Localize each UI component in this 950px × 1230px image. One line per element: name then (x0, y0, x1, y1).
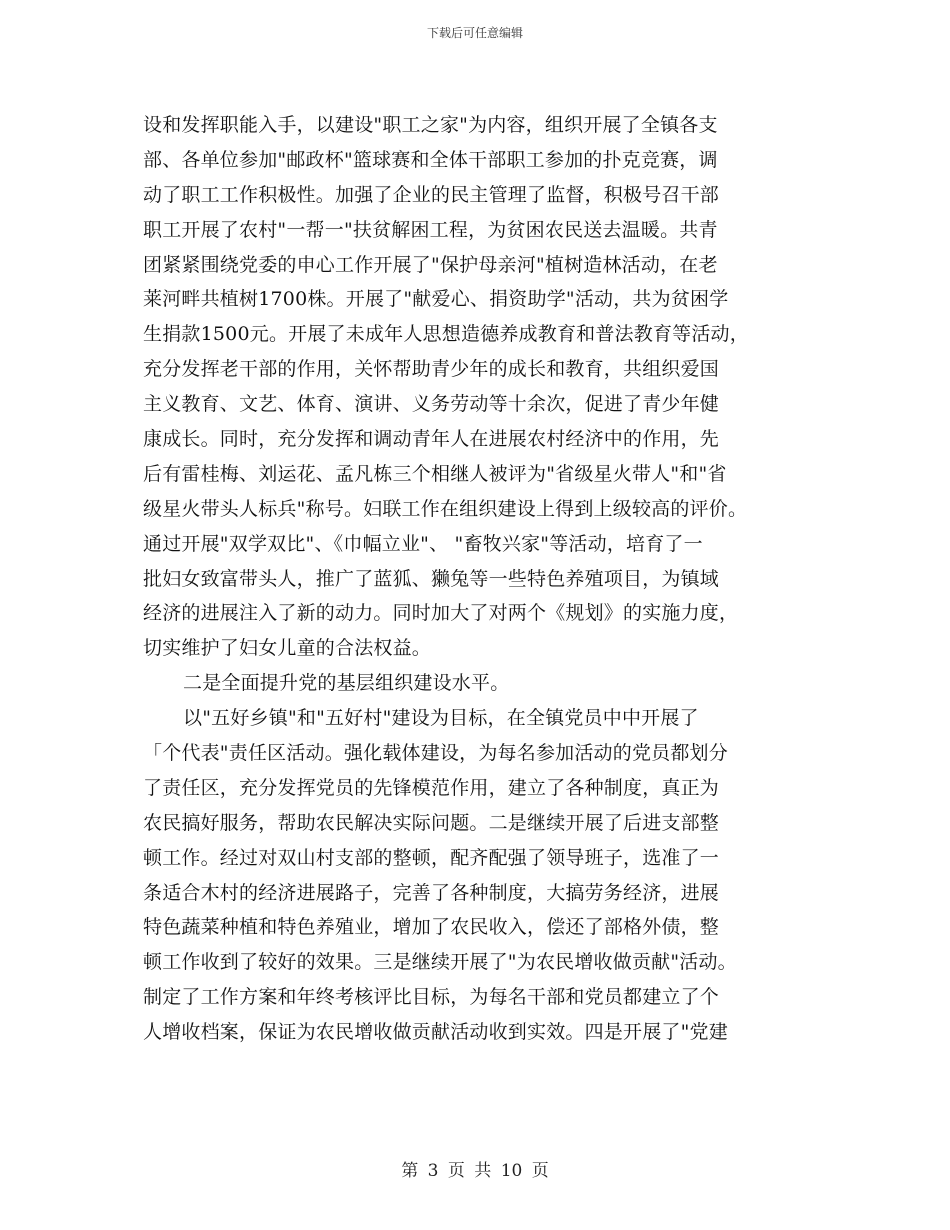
paragraph-first-line: 以"五好乡镇"和"五好村"建设为目标，在全镇党员中中开展了 (183, 707, 699, 730)
body-line: 康成长。同时，充分发挥和调动青年人在进展农村经济中的作用，先 (143, 428, 720, 451)
body-line: 主义教育、文艺、体育、演讲、义务劳动等十余次，促进了青少年健 (143, 393, 720, 416)
body-line: 后有雷桂梅、刘运花、孟凡栋三个相继人被评为"省级星火带人"和"省 (143, 462, 727, 485)
body-line: 充分发挥老干部的作用，关怀帮助青少年的成长和教育，共组织爱国 (143, 358, 720, 381)
body-line: 级星火带头人标兵"称号。妇联工作在组织建设上得到上级较高的评价。 (143, 497, 748, 520)
body-line: 「个代表"责任区活动。强化载体建设，为每名参加活动的党员都划分 (143, 742, 728, 765)
section-heading: 二是全面提升党的基层组织建设水平。 (183, 672, 510, 695)
body-line: 顿工作收到了较好的效果。三是继续开展了"为农民增收做贡献"活动。 (143, 951, 737, 974)
body-line: 农民搞好服务，帮助农民解决实际问题。二是继续开展了后进支部整 (143, 811, 720, 834)
document-body (143, 108, 823, 1050)
body-line: 动了职工工作积极性。加强了企业的民主管理了监督，积极号召干部 (143, 183, 720, 206)
body-line: 切实维护了妇女儿童的合法权益。 (143, 637, 432, 660)
body-line: 职工开展了农村"一帮一"扶贫解困工程，为贫困农民送去温暖。共青 (143, 218, 718, 241)
page-number-footer: 第 3 页 共 10 页 (401, 1161, 549, 1181)
body-line: 人增收档案，保证为农民增收做贡献活动收到实效。四是开展了"党建 (143, 1021, 728, 1044)
page-header: 下载后可任意编辑 (426, 26, 523, 40)
body-line: 了责任区，充分发挥党员的先锋模范作用，建立了各种制度，真正为 (143, 776, 720, 799)
body-line: 制定了工作方案和年终考核评比目标，为每名干部和党员都建立了个 (143, 986, 720, 1009)
body-line: 顿工作。经过对双山村支部的整顿，配齐配强了领导班子，选准了一 (143, 846, 720, 869)
body-line: 经济的进展注入了新的动力。同时加大了对两个《规划》的实施力度， (143, 602, 739, 625)
body-line: 通过开展"双学双比"、《巾幅立业"、 "畜牧兴家"等活动，培育了一 (143, 532, 703, 555)
body-line: 条适合木村的经济进展路子，完善了各种制度，大搞劳务经济，进展 (143, 881, 720, 904)
body-line: 设和发挥职能入手，以建设"职工之家"为内容，组织开展了全镇各支 (143, 114, 718, 136)
body-line: 生捐款1500元。开展了未成年人思想造德养成教育和普法教育等活动， (143, 323, 749, 346)
body-line: 批妇女致富带头人，推广了蓝狐、獭兔等一些特色养殖项目，为镇域 (143, 567, 720, 590)
body-line: 团紧紧围绕党委的申心工作开展了"保护母亲河"植树造林活动，在老 (143, 253, 718, 276)
body-line: 莱河畔共植树1700株。开展了"献爱心、捐资助学"活动，共为贫困学 (143, 288, 729, 311)
body-line: 部、各单位参加"邮政杯"篮球赛和全体干部职工参加的扑克竞赛，调 (143, 148, 718, 171)
body-line: 特色蔬菜种植和特色养殖业，增加了农民收入，偿还了部格外债，整 (143, 916, 720, 939)
